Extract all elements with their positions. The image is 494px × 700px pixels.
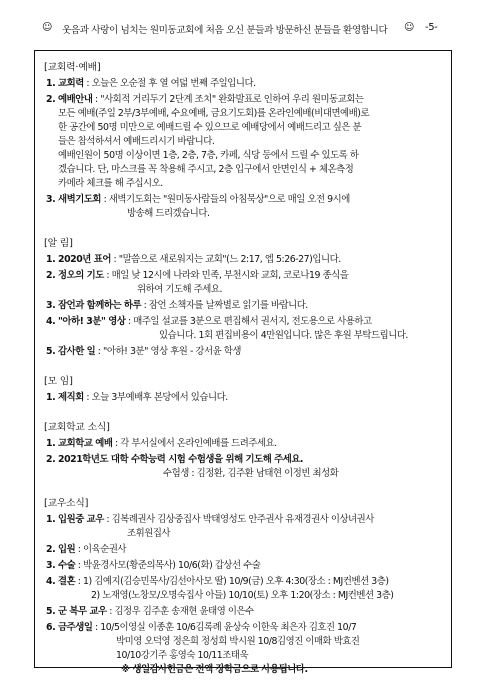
page-number: -5- [425, 22, 438, 33]
birthday-offering-note: ※ 생일감사헌금은 전액 장학금으로 사용됩니다. [121, 664, 308, 675]
smiley-icon: ☺ [404, 22, 415, 33]
section-title-worship: [교회력·예배] [44, 62, 101, 73]
worship-guide-line: 모든 예배(주일 2부/3부예배, 수요예배, 금요기도회)를 온라인예배(비대면예배)로 [58, 108, 370, 119]
members-item-birthdays: 6. 금주생일 : 10/5이영실 이종훈 10/6김록례 윤상숙 이한욱 최은자 김호진 10/7 [46, 622, 357, 633]
wedding-line: 2) 노재영(노창모/오명숙집사 아들) 10/10(토) 오후 1:20(장소 : MJ컨벤션 3층) [91, 590, 394, 601]
worship-guide-line: 예배인원이 50명 이상이면 1층, 2층, 7층, 카페, 식당 등에서 드릴 수 있도록 하 [58, 150, 359, 161]
section-title-members: [교우소식] [44, 498, 89, 509]
header-welcome-text: 웃음과 사랑이 넘치는 원미동교회에 처음 오신 분들과 방문하신 분들을 환영합니다 [62, 25, 388, 36]
notice-item-thanks: 5. 감사한 일 : "아하! 3분" 영상 후원 - 강서윤 학생 [46, 346, 241, 357]
members-item-surgery: 3. 수술 : 박윤경사모(황준의목사) 10/6(화) 갑상선 수술 [46, 560, 261, 571]
school-item-worship: 1. 교회학교 예배 : 각 부서실에서 온라인예배를 드려주세요. [46, 438, 277, 449]
section-title-school: [교회학교 소식] [44, 422, 110, 433]
school-item-exam-prayer: 2. 2021학년도 대학 수학능력 시험 수험생을 위해 기도해 주세요. [46, 454, 304, 465]
exam-students-line: 수험생 : 김정환, 김주환 남태현 이정빈 최성화 [163, 468, 339, 479]
section-title-meeting: [모 임] [44, 376, 73, 387]
worship-guide-line: 한 공간에 50명 미만으로 예배드릴 수 있으므로 예배당에서 예배드리고 싶은 분 [58, 122, 362, 133]
notice-item-proverbs: 3. 잠언과 함께하는 하루 : 잠언 소책자를 날짜별로 읽기를 바랍니다. [46, 300, 308, 311]
noon-prayer-line: 위하여 기도해 주세요. [137, 284, 223, 295]
members-item-military: 5. 군 복무 교우 : 김정우 김주훈 송재현 윤태영 이은수 [46, 606, 254, 617]
birthdays-line: 10/10강기주 홍영숙 10/11조태욱 [116, 650, 249, 661]
members-item-wedding: 4. 결혼 : 1) 김예지(김승민목사/김선아사모 딸) 10/9(금) 오후 4:30(장소 : MJ컨벤션 3층) [46, 576, 389, 587]
members-item-admitted: 2. 입원 : 이육순권사 [46, 544, 127, 555]
notice-item-noon-prayer: 2. 정오의 기도 : 매일 낮 12시에 나라와 민족, 부천시와 교회, 코로나19 종식을 [46, 270, 349, 281]
worship-guide-line: 카메라 체크를 해 주십시오. [58, 178, 163, 189]
dawn-prayer-line: 방송해 드리겠습니다. [127, 208, 210, 219]
worship-item-guide: 2. 예배안내 : "사회적 거리두기 2단계 조치" 완화발표로 인하여 우리 원미동교회는 [46, 94, 364, 105]
worship-item-calendar: 1. 교회력 : 오늘은 오순절 후 열 여덟 번째 주일입니다. [46, 78, 256, 89]
hospitalized-line: 조휘원집사 [127, 528, 171, 539]
birthdays-line: 박미영 오덕영 정은희 정성희 박시원 10/8김영진 이매화 박효진 [116, 636, 360, 647]
notice-item-motto: 1. 2020년 표어 : "말씀으로 새로워지는 교회"(느 2:17, 엡 5:26-27)입니다. [46, 254, 341, 265]
aha-video-line: 있습니다. 1회 편집비용이 4만원입니다. 많은 후원 부탁드립니다. [159, 330, 408, 341]
smiley-icon: ☺ [42, 22, 53, 33]
worship-guide-line: 겠습니다. 단, 마스크를 꼭 착용해 주시고, 2층 입구에서 안면인식 + 체온측정 [58, 164, 354, 175]
page-header [0, 22, 494, 40]
meeting-item-staff: 1. 제직회 : 오늘 3부예배후 본당에서 있습니다. [46, 392, 228, 403]
worship-item-dawn-prayer: 3. 새벽기도회 : 새벽기도회는 "원미동사람들의 아침묵상"으로 매일 오전 9시에 [46, 194, 350, 205]
members-item-hospitalized: 1. 입원중 교우 : 김복례권사 김상중집사 박태영성도 안주권사 유재경권사 이상녀권사 [46, 514, 374, 525]
notice-item-aha-video: 4. "아하! 3분" 영상 : 매주일 설교를 3분으로 편집해서 권서지, 전도용으로 사용하고 [46, 316, 372, 327]
section-title-notice: [알 림] [44, 238, 73, 249]
bulletin-box [34, 50, 452, 675]
worship-guide-line: 들은 참석하셔서 예배드리시기 바랍니다. [58, 136, 215, 147]
